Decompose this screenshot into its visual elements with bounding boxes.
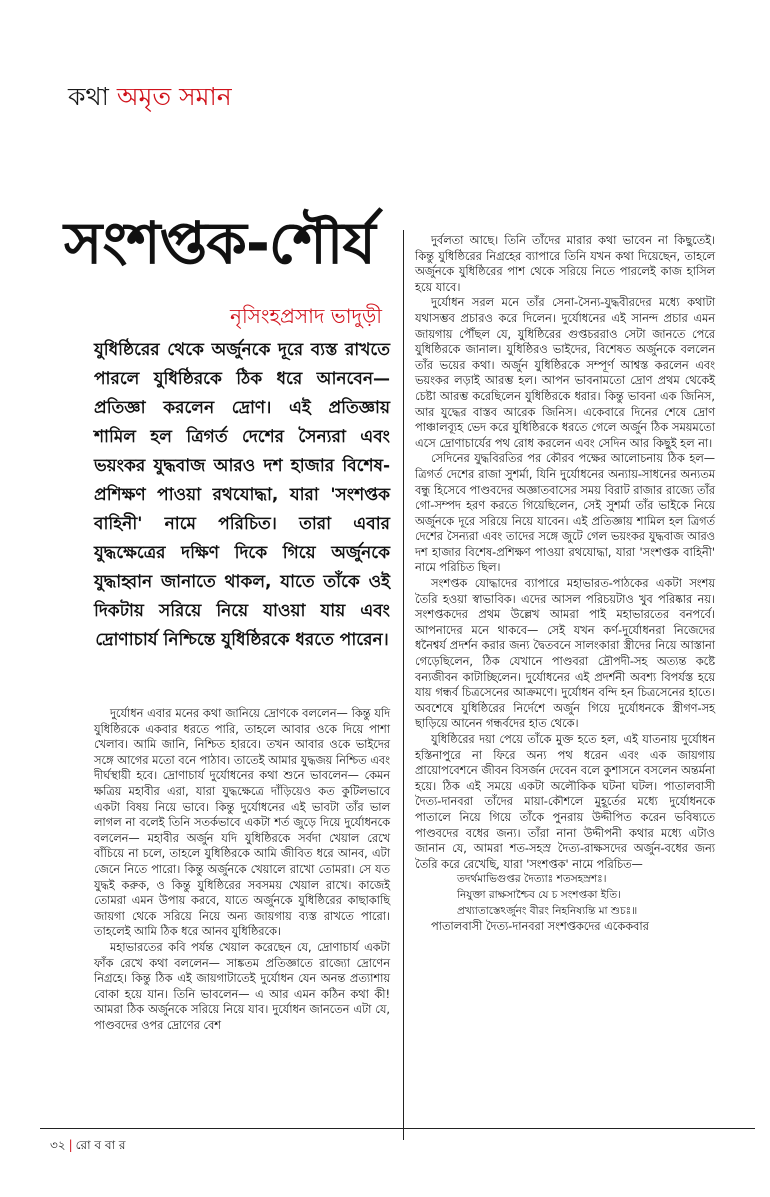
- body-paragraph: মহাভারতের কবি পর্যন্ত খেয়াল করেছেন যে, দ্রোণাচার্য একটা ফাঁক রেখে কথা বললেন— সাঙ্কতম প্রতিজ্ঞাতে রাজ্যো দ্রোণেন নিগ্রহে। কিন্তু ঠিক এই জায়গাটাতেই দুর্যোধন যেন অনন্ত প্রত্যাশায় বোকা হয়ে যান। তিনি ভাবলেন— এ আর এমন কঠিন কথা কী! আমরা ঠিক অর্জুনকে সরিয়ে নিয়ে যাব। দুর্যোধন জানতেন এটা যে, পাণ্ডবদের ওপর দ্রোণের বেশ: [94, 940, 390, 1032]
- page-number: ৩২: [50, 1138, 66, 1152]
- left-column: [94, 706, 390, 1033]
- verse-line: প্রখ্যাতাস্তেঽর্জুনং বীরং নিহনিষ্যন্তি মা শুচঃ॥: [457, 904, 638, 917]
- series-header-part2: অমৃত সমান: [116, 82, 232, 111]
- body-paragraph: পাতালবাসী দৈত্য-দানবরা সংশপ্তকদের একেকবার: [431, 920, 649, 934]
- verse-line: নিযুক্তা রাক্ষসাশ্চৈব যে চ সংশপ্তকা ইতি।: [457, 888, 621, 901]
- verse-line: তদর্থমাভিগুপ্তর দৈত্যাঃ শতসহস্রশঃ।: [457, 873, 607, 886]
- footer-rule: [40, 1128, 755, 1129]
- article-intro: যুধিষ্ঠিরের থেকে অর্জুনকে দূরে ব্যস্ত রাখতে পারলে যুধিষ্ঠিরকে ঠিক ধরে আনবেন— প্রতিজ্ঞা করলেন দ্রোণ। এই প্রতিজ্ঞায় শামিল হল ত্রিগর্ত দেশের সৈন্যরা এবং ভয়ংকর যুদ্ধবাজ আরও দশ হাজার বিশেষ-প্রশিক্ষণ পাওয়া রথযোদ্ধা, যারা 'সংশপ্তক বাহিনী' নামে পরিচিত। তারা এবার যুদ্ধক্ষেত্রের দক্ষিণ দিকে গিয়ে অর্জুনকে যুদ্ধাহ্বান জানাতে থাকল, যাতে তাঁকে ওই দিকটায় সরিয়ে নিয়ে যাওয়া যায় এবং দ্রোণাচার্য নিশ্চিন্তে যুধিষ্ঠিরকে ধরতে পারেন।: [94, 340, 390, 650]
- series-header: [68, 84, 232, 109]
- column-divider: [403, 230, 404, 1140]
- article-author: নৃসিংহপ্রসাদ ভাদুড়ী: [230, 304, 383, 328]
- article-title: সংশপ্তক-শৌর্য: [64, 209, 375, 277]
- body-paragraph: দুর্বলতা আছে। তিনি তাঁদের মারার কথা ভাবেন না কিছুতেই। কিন্তু যুধিষ্ঠিরের নিগ্রহের ব্যাপারে তিনি যখন কথা দিয়েছেন, তাহলে অর্জুনকে যুধিষ্ঠিরের পাশ থেকে সরিয়ে নিতে পারলেই কাজ হাসিল হয়ে যাবে।: [415, 234, 715, 294]
- body-paragraph: সেদিনের যুদ্ধবিরতির পর কৌরব পক্ষের আলোচনায় ঠিক হল— ত্রিগর্ত দেশের রাজা সুশর্মা, যিনি দুর্যোধনের অন্যায়-সাধনের অন্যতম বন্ধু হিসেবে পাণ্ডবদের অজ্ঞাতবাসের সময় বিরাট রাজার রাজ্যে তাঁর গো-সম্পদ হরণ করতে গিয়েছিলেন, সেই সুশর্মা তাঁর ভাইকে নিয়ে অর্জুনকে দূরে সরিয়ে নিয়ে যাবেন। এই প্রতিজ্ঞায় শামিল হল ত্রিগর্ত দেশের সৈন্যরা এবং তাদের সঙ্গে জুটে গেল ভয়ংকর যুদ্ধবাজ আরও দশ হাজার বিশেষ-প্রশিক্ষণ পাওয়া রথযোদ্ধা, যারা 'সংশপ্তক বাহিনী' নামে পরিচিত ছিল।: [415, 452, 715, 575]
- body-paragraph: দুর্যোধন সরল মনে তাঁর সেনা-সৈন্য-যুদ্ধবীরদের মধ্যে কথাটা যথাসম্ভব প্রচারও করে দিলেন। দুর্যোধনের এই সানন্দ প্রচার এমন জায়গায় পৌঁছল যে, যুধিষ্ঠিরের গুপ্তচররাও সেটা জানতে পেরে যুধিষ্ঠিরকে জানাল। যুধিষ্ঠিরও ভাইদের, বিশেষত অর্জুনকে বললেন তাঁর ভয়ের কথা। অর্জুন যুধিষ্ঠিরকে সম্পূর্ণ আশ্বস্ত করলেন এবং ভয়ংকর লড়াই আরম্ভ হল। আপন ভাবনামতো দ্রোণ প্রথম থেকেই চেষ্টা আরম্ভ করেছিলেন যুধিষ্ঠিরকে ধরার। কিন্তু ভাবনা এক জিনিস, আর যুদ্ধের বাস্তব আরেক জিনিস। একেবারে দিনের শেষে দ্রোণ পাঞ্চালব্যূহ ভেদ করে যুধিষ্ঠিরকে ধরতে গেলে অর্জুন ঠিক সময়মতো এসে দ্রোণাচার্যের পথ রোধ করলেন এবং সেদিন আর কিছুই হল না।: [415, 296, 715, 450]
- series-header-part1: কথা: [68, 82, 109, 111]
- body-paragraph: যুধিষ্ঠিরের দয়া পেয়ে তাঁকে মুক্ত হতে হল, এই যাতনায় দুর্যোধন হস্তিনাপুরে না ফিরে অন্য পথ ধরেন এবং এক জায়গায় প্রায়োপবেশনে জীবন বিসর্জন দেবেন বলে কুশাসনে বসলেন অন্তর্মনা হয়ে। ঠিক এই সময়ে একটা অলৌকিক ঘটনা ঘটল। পাতালবাসী দৈত্য-দানবরা তাঁদের মায়া-কৌশলে মুহূর্তের মধ্যে দুর্যোধনকে পাতালে নিয়ে গিয়ে তাঁকে পুনরায় উদ্দীপিত করেন ভবিষ্যতে পাণ্ডবদের বধের জন্য। তাঁরা নানা উদ্দীপনী কথার মধ্যে এটাও জানান যে, আমরা শত-সহস্র দৈত্য-রাক্ষসদের অর্জুন-বধের জন্য তৈরি করে রেখেছি, যারা 'সংশপ্তক' নামে পরিচিত—: [415, 733, 715, 871]
- page-footer: [50, 1137, 126, 1157]
- body-paragraph: সংশপ্তক যোদ্ধাদের ব্যাপারে মহাভারত-পাঠকের একটা সংশয় তৈরি হওয়া স্বাভাবিক। এদের আসল পরিচয়টাও খুব পরিষ্কার নয়। সংশপ্তকদের প্রথম উল্লেখ আমরা পাই মহাভারতের বনপর্বে। আপনাদের মনে থাকবে— সেই যখন কর্ণ-দুর্যোধনরা নিজেদের ধনৈশ্বর্য প্রদর্শন করার জন্য দ্বৈতবনে সালংকারা স্ত্রীদের নিয়ে আস্তানা গেড়েছিলেন, ঠিক যেখানে পাণ্ডবরা দ্রৌপদী-সহ অত্যন্ত কষ্টে বন্যজীবন কাটাচ্ছিলেন। দুর্যোধনের এই প্রদর্শনী অবশ্য বিপর্যস্ত হয়ে যায় গন্ধর্ব চিত্রসেনের আক্রমণে। দুর্যোধন বন্দি হন চিত্রসেনের হাতে। অবশেষে যুধিষ্ঠিরের নির্দেশে অর্জুন গিয়ে দুর্যোধনকে স্ত্রীগণ-সহ ছাড়িয়ে আনেন গন্ধর্বদের হাত থেকে।: [415, 577, 715, 731]
- body-paragraph: দুর্যোধন এবার মনের কথা জানিয়ে দ্রোণকে বললেন— কিন্তু যদি যুধিষ্ঠিরকে একবার ধরতে পারি, তাহলে আবার ওকে দিয়ে পাশা খেলাব। আমি জানি, নিশ্চিত হারবে। তখন আবার ওকে ভাইদের সঙ্গে আগের মতো বনে পাঠাব। তাতেই আমার যুদ্ধজয় নিশ্চিত এবং দীর্ঘস্থায়ী হবে। দ্রোণাচার্য দুর্যোধনের কথা শুনে ভাবলেন— কেমন ক্ষত্রিয় মহাবীর এরা, যারা যুদ্ধক্ষেত্রে দাঁড়িয়েও কত কুটিলভাবে একটা বিষয় নিয়ে ভাবে। কিন্তু দুর্যোধনের এই ভাবটা তাঁর ভাল লাগল না বলেই তিনি সতর্কভাবে একটা শর্ত জুড়ে দিয়ে দুর্যোধনকে বললেন— মহাবীর অর্জুন যদি যুধিষ্ঠিরকে সর্বদা খেয়াল রেখে বাঁচিয়ে না চলে, তাহলে যুধিষ্ঠিরকে আমি জীবিত ধরে আনব, এটা জেনে নিতে পারো। কিন্তু অর্জুনকে খেয়ালে রাখো তোমরা। সে যত যুদ্ধই করুক, ও কিন্তু যুধিষ্ঠিরের সবসময় খেয়াল রাখে। কাজেই তোমরা এমন উপায় করবে, যাতে অর্জুনকে যুধিষ্ঠিরের কাছাকাছি জায়গা থেকে সরিয়ে নিয়ে অন্য জায়গায় ব্যস্ত রাখতে পারো। তাহলেই আমি ঠিক ধরে আনব যুধিষ্ঠিরকে।: [94, 707, 390, 939]
- magazine-name: রো ব বা র: [75, 1138, 126, 1152]
- right-column: [415, 233, 715, 935]
- footer-separator: |: [68, 1138, 73, 1152]
